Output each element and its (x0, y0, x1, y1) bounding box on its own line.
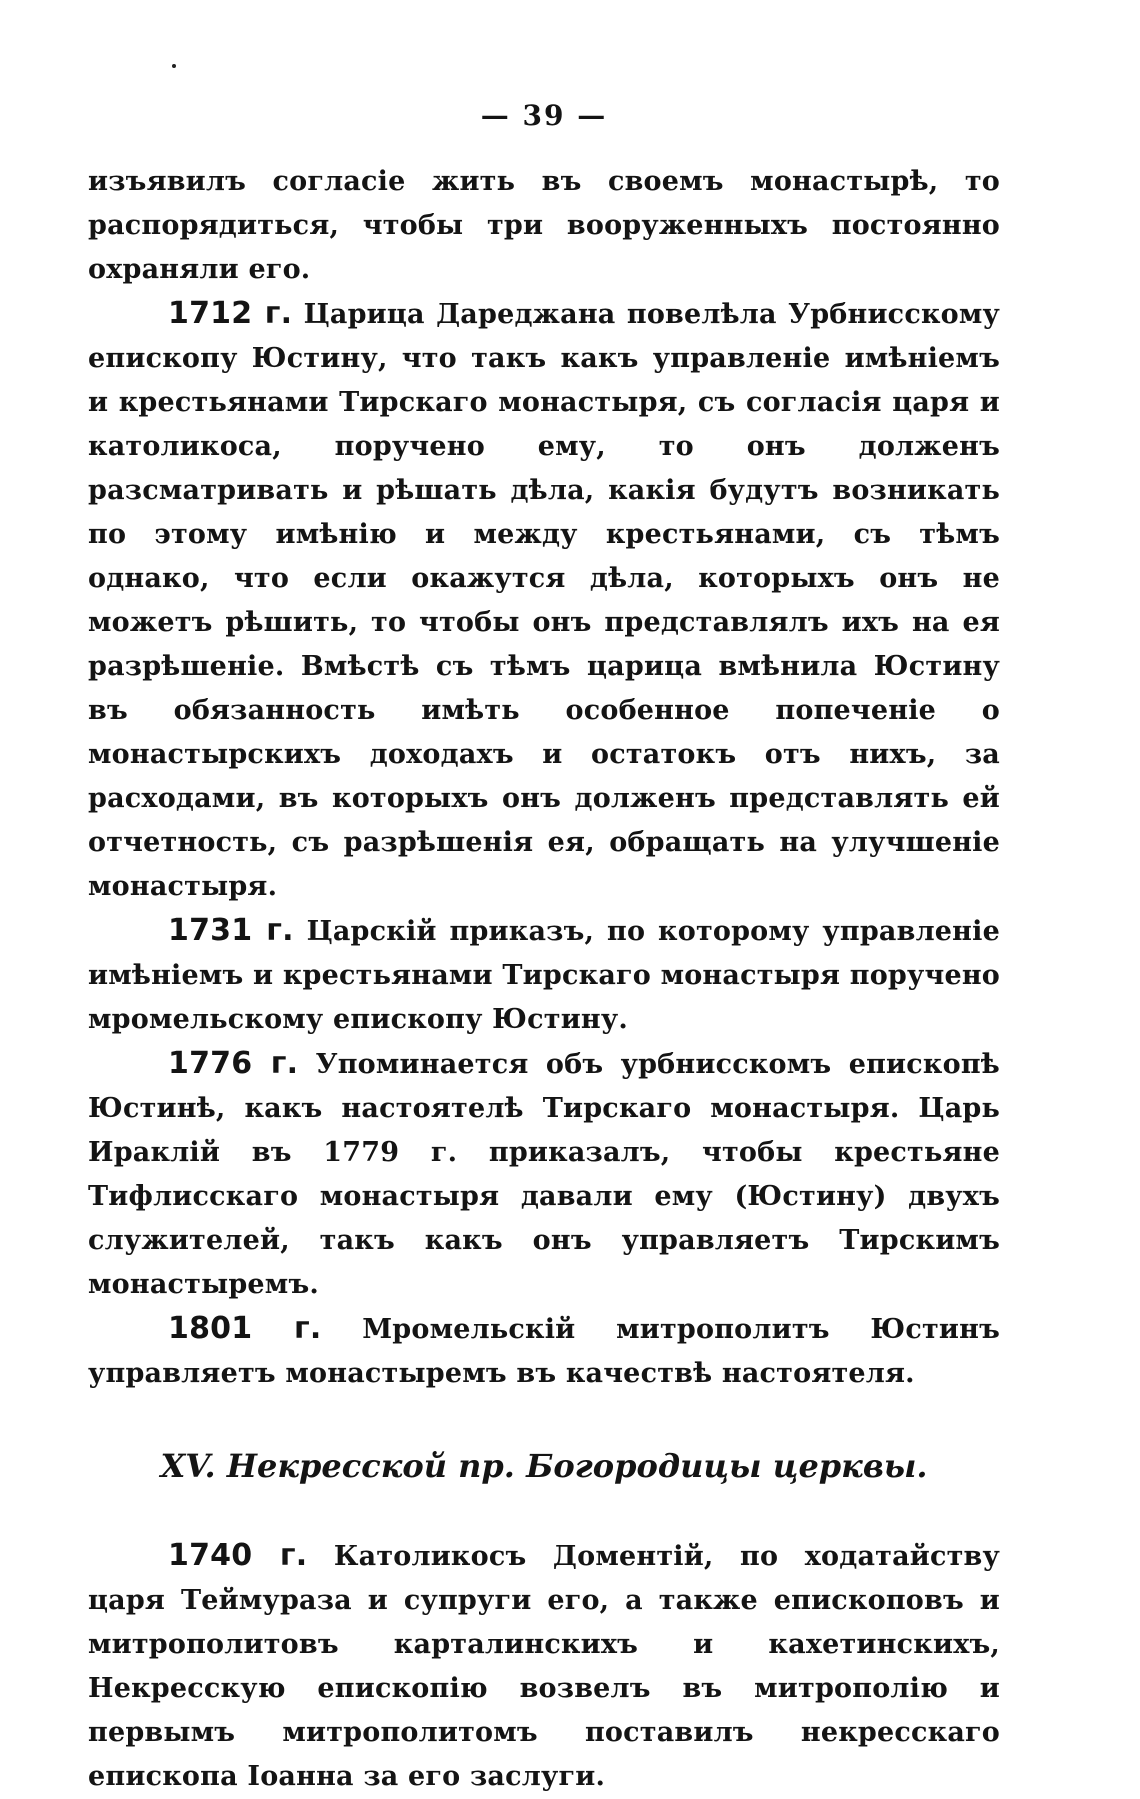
year-label: 1740 г. (168, 1538, 308, 1573)
year-label: 1776 г. (168, 1046, 299, 1081)
paragraph-text: Католикосъ Доментій, по ходатайству царя Теймураза и супруги его, а также епископовъ и митрополитовъ карталинскихъ и кахетинскихъ, Некресскую епископію возвелъ въ митрополію и первымъ митрополитомъ поставилъ некресскаго епископа Іоанна за его заслуги. (88, 1541, 1001, 1792)
paragraph-text: Упоминается объ урбнисскомъ епископѣ Юстинѣ, какъ настоятелѣ Тирскаго монастыря. Царь Ираклій въ 1779 г. приказалъ, чтобы крестьяне Тифлисскаго монастыря давали ему (Юстину) двухъ служителей, такъ какъ онъ управляетъ Тирскимъ монастыремъ. (88, 1049, 1000, 1300)
year-label: 1712 г. (168, 296, 293, 331)
paragraph-1801 (88, 1307, 1000, 1396)
paragraph-1776 (88, 1042, 1000, 1307)
document-page (88, 96, 1001, 1792)
year-label: 1731 г. (168, 913, 294, 948)
paragraph-text: изъявилъ согласіе жить въ своемъ монастырѣ, то распорядиться, чтобы три вооруженныхъ постоянно охраняли его. (88, 166, 1000, 285)
paragraph-text: Царица Дареджана повелѣла Урбнисскому епископу Юстину, что такъ какъ управленіе имѣніемъ и крестьянами Тирскаго монастыря, съ согласія царя и католикоса, поручено ему, то онъ долженъ разсматривать и рѣшать дѣла, какія будутъ возникать по этому имѣнію и между крестьянами, съ тѣмъ однако, что если окажутся дѣла, которыхъ онъ не можетъ рѣшить, то чтобы онъ представлялъ ихъ на ея разрѣшеніе. Вмѣстѣ съ тѣмъ царица вмѣнила Юстину въ обязанность имѣть особенное попеченіе о монастырскихъ доходахъ и остатокъ отъ нихъ, за расходами, въ которыхъ онъ долженъ представлять ей отчетность, съ разрѣшенія ея, обращать на улучшеніе монастыря. (88, 299, 1001, 902)
paragraph-1731 (88, 909, 1000, 1042)
ink-speck (172, 64, 176, 68)
paragraph-1740 (88, 1534, 1000, 1799)
paragraph-text: Царскій приказъ, по которому управленіе имѣніемъ и крестьянами Тирскаго монастыря поручено мромельскому епископу Юстину. (88, 916, 1000, 1035)
paragraph-text: Мромельскій митрополитъ Юстинъ управляетъ монастыремъ въ качествѣ настоятеля. (88, 1314, 1000, 1389)
page-number: — 39 — (480, 99, 608, 132)
section-heading: XV. Некресской пр. Богородицы церквы. (160, 1447, 928, 1485)
paragraph-continuation (88, 160, 1000, 292)
paragraph-1712 (88, 292, 1000, 909)
year-label: 1801 г. (168, 1311, 322, 1346)
